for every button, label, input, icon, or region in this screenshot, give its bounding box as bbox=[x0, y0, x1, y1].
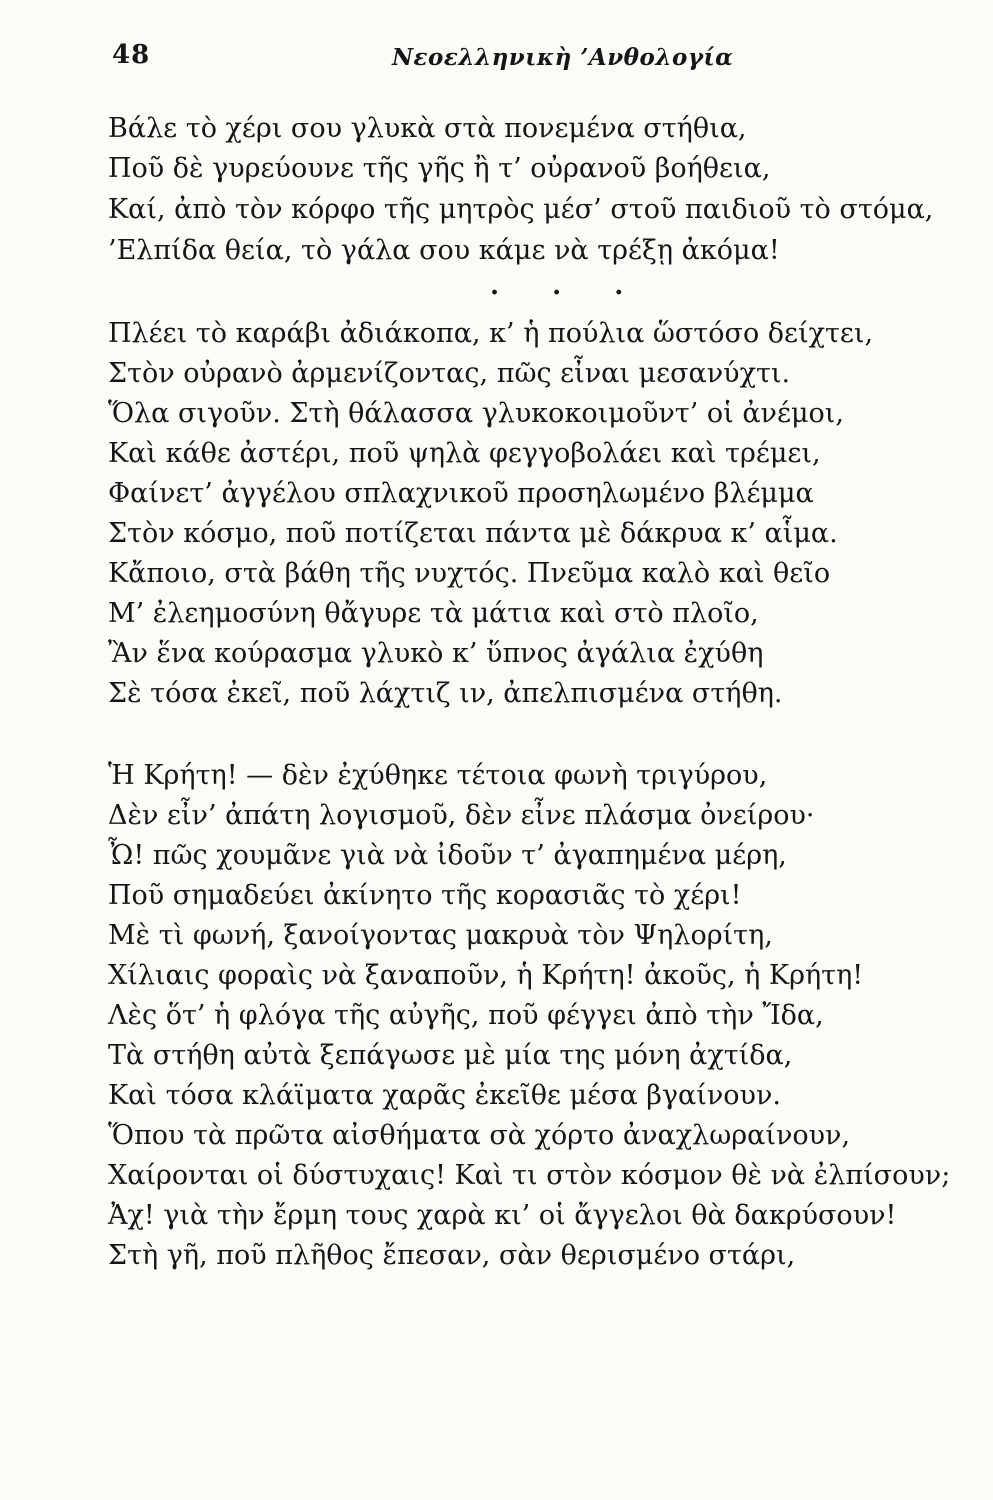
verse-line: Στὸν κόσμο, ποῦ ποτίζεται πάντα μὲ δάκρυα κ’ αἷμα. bbox=[108, 518, 838, 549]
verse-line: Μ’ ἐλεημοσύνη θἄγυρε τὰ μάτια καὶ στὸ πλοῖο, bbox=[108, 598, 759, 629]
verse-line: Φαίνετ’ ἀγγέλου σπλαχνικοῦ προσηλωμένο βλέμμα bbox=[108, 478, 814, 509]
page-number: 48 bbox=[112, 40, 151, 70]
verse-line: Καὶ κάθε ἀστέρι, ποῦ ψηλὰ φεγγοβολάει καὶ τρέμει, bbox=[108, 438, 821, 469]
verse-line: Στὴ γῆ, ποῦ πλῆθος ἔπεσαν, σὰν θερισμένο στάρι, bbox=[108, 1240, 796, 1271]
running-title: Νεοελληνικὴ ’Ανθολογία bbox=[392, 44, 734, 71]
verse-line: Κἄποιο, στὰ βάθη τῆς νυχτός. Πνεῦμα καλὸ καὶ θεῖο bbox=[108, 558, 831, 589]
section-ornament: · · · bbox=[490, 278, 646, 308]
verse-line: Λὲς ὅτ’ ἡ φλόγα τῆς αὐγῆς, ποῦ φέγγει ἀπὸ τὴν Ἴδα, bbox=[108, 1000, 824, 1031]
verse-line: Βάλε τὸ χέρι σου γλυκὰ στὰ πονεμένα στήθια, bbox=[108, 113, 747, 144]
verse-line: Ἡ Κρήτη! — δὲν ἐχύθηκε τέτοια φωνὴ τριγύρου, bbox=[108, 760, 768, 791]
verse-line: Ὦ! πῶς χουμᾶνε γιὰ νὰ ἰδοῦν τ’ ἀγαπημένα μέρη, bbox=[108, 840, 787, 871]
verse-line: Σὲ τόσα ἐκεῖ, ποῦ λάχτιζ ιν, ἀπελπισμένα στήθη. bbox=[108, 678, 783, 709]
verse-line: Ὅπου τὰ πρῶτα αἰσθήματα σὰ χόρτο ἀναχλωραίνουν, bbox=[108, 1120, 851, 1151]
verse-line: Ἀχ! γιὰ τὴν ἔρμη τους χαρὰ κι’ οἱ ἄγγελοι θὰ δακρύσουν! bbox=[108, 1200, 897, 1231]
verse-line: Ἂν ἕνα κούρασμα γλυκὸ κ’ ὕπνος ἀγάλια ἐχύθη bbox=[108, 638, 764, 669]
verse-line: Ποῦ σημαδεύει ἀκίνητο τῆς κορασιᾶς τὸ χέρι! bbox=[108, 880, 742, 911]
verse-line: Τὰ στήθη αὐτὰ ξεπάγωσε μὲ μία της μόνη ἀχτίδα, bbox=[108, 1040, 793, 1071]
verse-line: ’Ελπίδα θεία, τὸ γάλα σου κάμε νὰ τρέξῃ ἀκόμα! bbox=[108, 235, 780, 266]
verse-line: Χαίρονται οἱ δύστυχαις! Καὶ τι στὸν κόσμον θὲ νὰ ἐλπίσουν; bbox=[108, 1160, 951, 1191]
verse-line: Ὅλα σιγοῦν. Στὴ θάλασσα γλυκοκοιμοῦντ’ οἱ ἀνέμοι, bbox=[108, 398, 844, 429]
verse-line: Δὲν εἶν’ ἀπάτη λογισμοῦ, δὲν εἶνε πλάσμα ὀνείρου· bbox=[108, 800, 815, 831]
verse-line: Στὸν οὐρανὸ ἀρμενίζοντας, πῶς εἶναι μεσανύχτι. bbox=[108, 358, 791, 389]
verse-line: Ποῦ δὲ γυρεύουνε τῆς γῆς ἢ τ’ οὐρανοῦ βοήθεια, bbox=[108, 153, 771, 184]
verse-line: Πλέει τὸ καράβι ἀδιάκοπα, κ’ ἡ πούλια ὥστόσο δείχτει, bbox=[108, 318, 874, 349]
verse-line: Μὲ τὶ φωνή, ξανοίγοντας μακρυὰ τὸν Ψηλορίτη, bbox=[108, 920, 773, 951]
verse-line: Καί, ἀπὸ τὸν κόρφο τῆς μητρὸς μέσ’ στοῦ παιδιοῦ τὸ στόμα, bbox=[108, 194, 934, 225]
verse-line: Καὶ τόσα κλάϊματα χαρᾶς ἐκεῖθε μέσα βγαίνουν. bbox=[108, 1080, 781, 1111]
verse-line: Χίλιαις φοραὶς νὰ ξαναποῦν, ἡ Κρήτη! ἀκοῦς, ἡ Κρήτη! bbox=[108, 960, 864, 991]
